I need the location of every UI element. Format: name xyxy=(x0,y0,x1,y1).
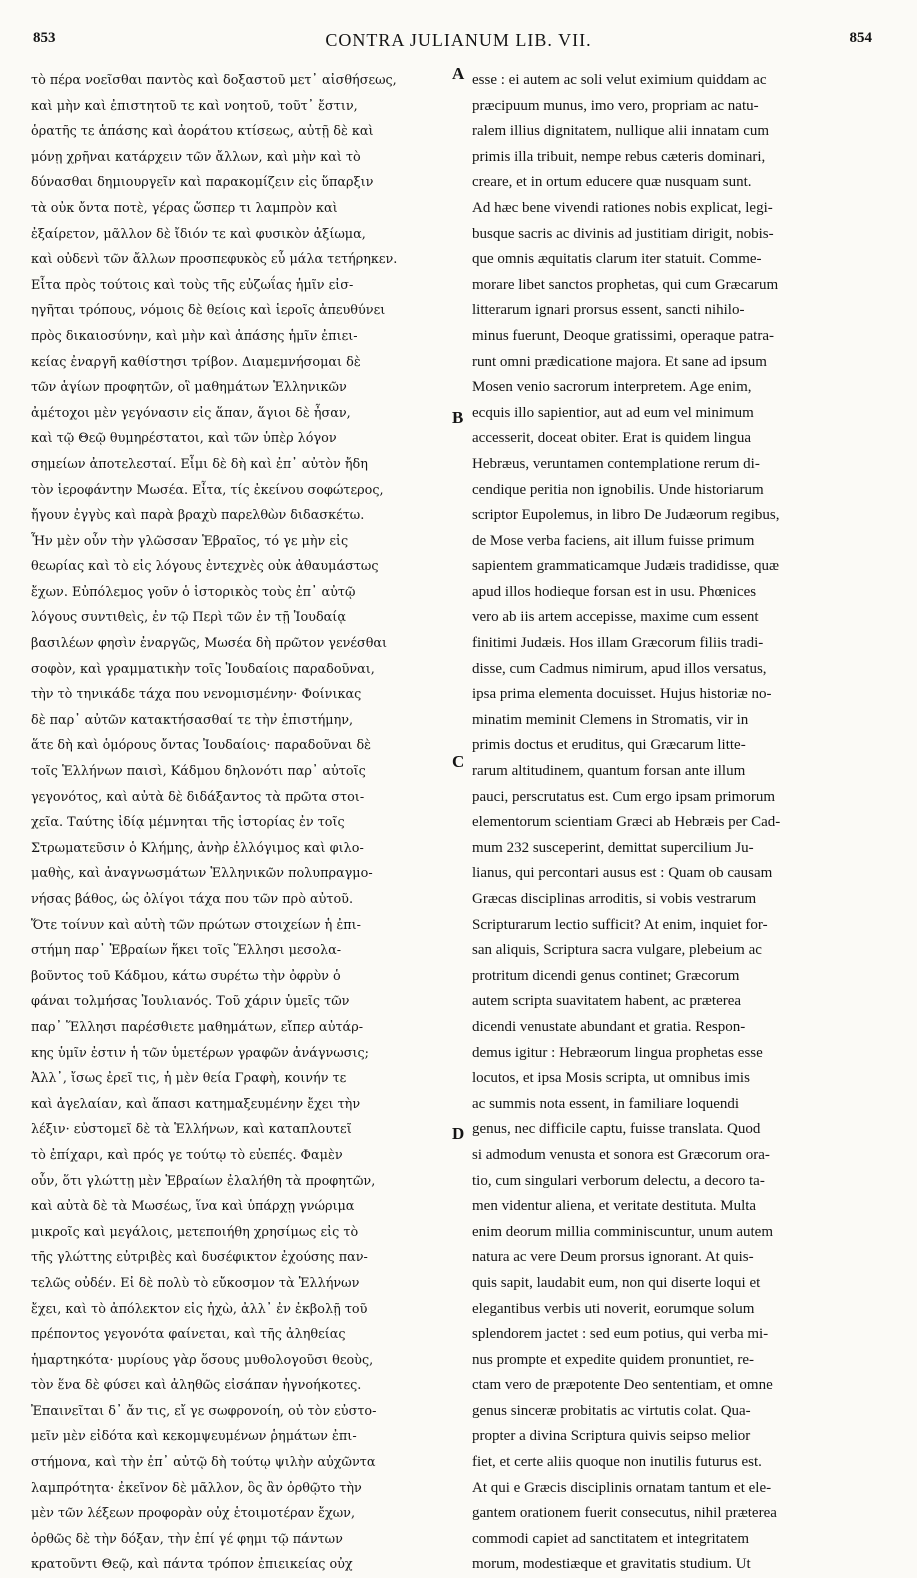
greek-text-line: στήμη παρ᾽ Ἑβραίων ἥκει τοῖς Ἕλλησι μεσολα- xyxy=(31,943,342,959)
latin-text-line: scriptor Eupolemus, in libro De Judæorum regibus, xyxy=(472,507,780,524)
latin-text-line: litterarum ignari prorsus essent, sancti nihilo- xyxy=(472,302,745,319)
latin-text-line: præcipuum munus, imo vero, propriam ac natu- xyxy=(472,97,759,114)
greek-text-line: δύνασθαι δημιουργεῖν καὶ παρακομίζειν εἰς ὕπαρξιν xyxy=(31,175,374,191)
greek-text-line: πρέποντος γεγονότα φαίνεται, καὶ τῆς ἀληθείας xyxy=(31,1327,346,1343)
latin-text-line: quis sapit, laudabit eum, non qui diserte loqui et xyxy=(472,1274,761,1291)
latin-text-line: Scripturarum lectio sufficit? At enim, inquiet for- xyxy=(472,916,768,933)
greek-text-line: παρ᾽ Ἕλλησι παρέσθιετε μαθημάτων, εἴπερ αὐτάρ- xyxy=(31,1019,364,1035)
greek-text-line: μικροῖς καὶ μεγάλοις, μετεποιήθη χρησίμως εἰς τὸ xyxy=(31,1224,359,1240)
latin-text-line: dicendi venustate abundant et gratia. Respon- xyxy=(472,1018,746,1035)
right-page-number: 854 xyxy=(849,30,872,46)
latin-text-line: genus, nec difficile captu, fuisse translata. Quod xyxy=(472,1121,761,1138)
greek-text-line: καὶ ἀγελαίαν, καὶ ἅπασι κατημαξευμένην ἔχει τὴν xyxy=(31,1096,361,1112)
latin-text-line: men videntur aliena, et veritate destituta. Multa xyxy=(472,1198,757,1215)
latin-text-line: At qui e Græcis disciplinis ornatam tantum et ele- xyxy=(472,1479,772,1496)
latin-text-line: commodi capiet ad sanctitatem et integritatem xyxy=(472,1530,749,1547)
greek-text-line: νήσας βάθος, ὡς ὀλίγοι τάχα που τῶν πρὸ αὐτοῦ. xyxy=(31,892,354,907)
section-marker-d: D xyxy=(452,1124,465,1143)
greek-text-line: γεγονότος, καὶ αὐτὰ δὲ διδάξαντος τὰ πρῶτα στοι- xyxy=(31,789,365,805)
latin-text-line: primis illa tribuit, nempe rebus cæteris dominari, xyxy=(472,148,766,165)
greek-text-line: τῆς γλώττης εὐτριβὲς καὶ δυσέφικτον ἐχούσης παν- xyxy=(31,1250,368,1266)
latin-text-line: enim deorum millia comminiscuntur, unum autem xyxy=(472,1223,774,1240)
greek-text-line: λόγους συντιθεὶς, ἐν τῷ Περὶ τῶν ἐν τῇ Ἰουδαίᾳ xyxy=(31,610,346,626)
latin-text-line: accesserit, doceat obiter. Erat is quidem lingua xyxy=(472,430,752,447)
greek-text-line: καὶ μὴν καὶ ἐπιστητοῦ τε καὶ νοητοῦ, τοῦτ᾽ ἔστιν, xyxy=(31,98,358,114)
latin-text-line: morare libet sanctos prophetas, qui cum Græcarum xyxy=(472,276,779,293)
latin-text-line: finitimi Judæis. Hos illam Græcorum filiis tradi- xyxy=(472,635,764,652)
greek-text-line: τὸν ἱεροφάντην Μωσέα. Εἶτα, τίς ἐκείνου σοφώτερος, xyxy=(31,482,384,498)
latin-text-line: pauci, perscrutatus est. Cum ergo ipsam primorum xyxy=(472,788,775,805)
latin-text-line: sapientem grammaticamque Judæis tradidisse, quæ xyxy=(472,558,780,575)
greek-text-line: ἔχων. Εὐπόλεμος γοῦν ὁ ἱστορικὸς τοὺς ἐπ᾽ αὐτῷ xyxy=(31,584,356,600)
greek-text-line: σοφὸν, καὶ γραμματικὴν τοῖς Ἰουδαίοις παραδοῦναι, xyxy=(31,661,375,677)
greek-text-line: λαμπρότητα· ἐκεῖνον δὲ μᾶλλον, ὃς ἂν ὀρθῷτο τὴν xyxy=(31,1480,362,1496)
greek-text-line: ἡμαρτηκότα· μυρίους γὰρ ὅσους μυθολογοῦσι θεοὺς, xyxy=(31,1352,374,1368)
latin-text-line: runt omni prædicatione majora. Et sane ad ipsum xyxy=(472,353,767,370)
section-marker-c: C xyxy=(452,752,465,771)
latin-text-line: morum, modestiæque et gravitatis studium. Ut xyxy=(472,1556,751,1573)
greek-text-line: μόνῃ χρῆναι κατάρχειν τῶν ἄλλων, καὶ μὴν καὶ τὸ xyxy=(31,149,361,165)
greek-text-line: Στρωματεῦσιν ὁ Κλήμης, ἀνὴρ ἐλλόγιμος καὶ φιλο- xyxy=(31,840,364,856)
greek-text-line: χεῖα. Ταύτης ἰδίᾳ μέμνηται τῆς ἱστορίας ἐν τοῖς xyxy=(31,815,345,831)
latin-text-line: locutos, et ipsa Mosis scripta, ut omnibus imis xyxy=(472,1070,750,1087)
greek-text-line: ηγῆται τρόπους, νόμοις δὲ θείοις καὶ ἱεροῖς ἀπευθύνει xyxy=(31,303,386,319)
section-marker-b: B xyxy=(452,408,464,427)
latin-text-line: splendorem jactet : sed eum potius, qui verba mi- xyxy=(472,1326,769,1343)
greek-text-line: καὶ οὐδενὶ τῶν ἄλλων προσπεφυκὸς εὖ μάλα τετήρηκεν. xyxy=(31,252,398,268)
section-marker-a: A xyxy=(452,64,465,83)
latin-text-line: mum 232 susceperint, demittat supercilium Ju- xyxy=(472,839,754,856)
latin-text-line: cendique peritia non ignobilis. Unde historiarum xyxy=(472,481,764,498)
latin-text-line: genus sinceræ probitatis ac virtutis colat. Qua- xyxy=(472,1402,751,1419)
latin-text-line: gantem orationem fuerit consecutus, nihil præterea xyxy=(472,1505,777,1522)
greek-text-line: ἤγουν ἐγγὺς καὶ παρὰ βραχὺ παρελθὼν διδασκέτω. xyxy=(31,508,365,524)
greek-text-line: καὶ τῷ Θεῷ θυμηρέστατοι, καὶ τῶν ὑπὲρ λόγον xyxy=(31,431,337,447)
greek-text-line: κείας ἐναργῆ καθίστησι τρίβον. Διαμεμνήσομαι δὲ xyxy=(31,354,361,370)
latin-text-line: que omnis æquitatis clarum iter statuit. Comme- xyxy=(472,251,762,268)
latin-text-line: Græcas disciplinas arroditis, si vobis vestrarum xyxy=(472,891,757,907)
greek-text-line: κρατοῦντι Θεῷ, καὶ πάντα τρόπον ἐπιεικείας οὐχ xyxy=(31,1557,353,1573)
latin-text-line: rarum altitudinem, quantum forsan ante illum xyxy=(472,763,746,780)
latin-text-line: apud illos hodieque forsan est in usu. Phœnices xyxy=(472,583,757,600)
latin-text-line: ralem illius dignitatem, nullique alii innatam cum xyxy=(472,123,770,140)
latin-text-line: disse, cum Cadmus nimirum, apud illos versatus, xyxy=(472,660,767,677)
greek-text-line: θεωρίας καὶ τὸ εἰς λόγους ἐντεχνὲς οὐκ ἀθαυμάστως xyxy=(31,559,379,575)
latin-text-line: tio, cum singulari verborum delectu, a decoro ta- xyxy=(472,1172,765,1189)
latin-text-line: ipsa prima elementa docuisset. Hujus historiæ no- xyxy=(472,686,772,703)
greek-text-line: ἐξαίρετον, μᾶλλον δὲ ἴδιόν τε καὶ φυσικὸν ἀξίωμα, xyxy=(31,226,366,242)
latin-text-line: de Mose verba faciens, ait illum fuisse primum xyxy=(472,532,755,549)
latin-text-line: ecquis illo sapientior, aut ad eum vel minimum xyxy=(472,404,754,421)
greek-text-line: τὸν ἕνα δὲ φύσει καὶ ἀληθῶς εἰσάπαν ἠγνοήκοτες. xyxy=(31,1378,362,1394)
latin-text-line: esse : ei autem ac soli velut eximium quiddam ac xyxy=(472,72,767,88)
greek-text-line: δὲ παρ᾽ αὐτῶν κατακτήσασθαί τε τὴν ἐπιστήμην, xyxy=(31,712,354,728)
latin-text-line: minatim meminit Clemens in Stromatis, vir in xyxy=(472,711,749,728)
latin-text-line: primis doctus et eruditus, qui Græcarum litte- xyxy=(472,737,746,754)
latin-text-line: elegantibus verbis uti noverit, eorumque solum xyxy=(472,1300,755,1317)
greek-text-line: Ἐπαινεῖται δ᾽ ἄν τις, εἴ γε σωφρονοίη, οὐ τὸν εὐστο- xyxy=(31,1403,377,1419)
latin-text-line: minus fuerunt, Deoque gratissimi, operaque patra- xyxy=(472,327,774,344)
latin-text-line: Ad hæc bene vivendi rationes nobis explicat, legi- xyxy=(472,199,773,216)
greek-text-line: κης ὑμῖν ἐστιν ἡ τῶν ὑμετέρων γραφῶν ἀνάγνωσις; xyxy=(31,1045,369,1061)
latin-text-line: Hebræus, veruntamen contemplatione rerum di- xyxy=(472,455,760,472)
greek-text-line: πρὸς δικαιοσύνην, καὶ μὴν καὶ ἁπάσης ἡμῖν ἐπιει- xyxy=(31,328,358,344)
latin-text-line: nus prompte et expedite quidem pronuntiet, re- xyxy=(472,1351,755,1368)
latin-text-line: si admodum venusta et sonora est Græcorum ora- xyxy=(472,1146,770,1163)
greek-text-line: Ἀλλ᾽, ἴσως ἐρεῖ τις, ἡ μὲν θεία Γραφὴ, κοινήν τε xyxy=(31,1071,347,1087)
greek-text-line: μαθὴς, καὶ ἀναγνωσμάτων Ἑλληνικῶν πολυπραγμο- xyxy=(31,866,373,882)
greek-text-line: λέξιν· εὐστομεῖ δὲ τὰ Ἑλλήνων, καὶ καταπλουτεῖ xyxy=(31,1122,352,1138)
latin-text-line: elementorum scientiam Græci ab Hebræis per Cad- xyxy=(472,814,781,831)
greek-text-line: στήμονα, καὶ τὴν ἐπ᾽ αὐτῷ δὴ τούτῳ ψιλὴν αὐχῶντα xyxy=(31,1455,376,1471)
greek-text-line: βασιλέων φησὶν ἐναργῶς, Μωσέα δὴ πρῶτον γενέσθαι xyxy=(31,636,388,652)
latin-text-line: demus igitur : Hebræorum lingua prophetas esse xyxy=(472,1044,763,1061)
running-header xyxy=(0,30,917,60)
greek-text-line: τῶν ἁγίων προφητῶν, οἳ μαθημάτων Ἑλληνικῶν xyxy=(31,380,347,396)
greek-text-line: Ὅτε τοίνυν καὶ αὐτὴ τῶν πρώτων στοιχείων ἡ ἐπι- xyxy=(31,917,361,933)
latin-text-line: creare, et in ortum educere quæ nusquam sunt. xyxy=(472,174,752,191)
latin-text-line: san aliquis, Scriptura sacra vulgare, plebeium ac xyxy=(472,942,762,959)
greek-text-line: ἅτε δὴ καὶ ὁμόρους ὄντας Ἰουδαίοις· παραδοῦναι δὲ xyxy=(31,738,372,754)
greek-text-line: ἔχει, καὶ τὸ ἀπόλεκτον εἰς ἠχὼ, ἀλλ᾽ ἐν ἐκβολῇ τοῦ xyxy=(31,1301,368,1317)
greek-text-line: μὲν τῶν λέξεων προφορὰν οὐχ ἑτοιμοτέραν ἔχων, xyxy=(31,1506,356,1522)
greek-text-line: τὸ πέρα νοεῖσθαι παντὸς καὶ δοξαστοῦ μετ᾽ αἰσθήσεως, xyxy=(31,73,397,88)
left-page-number: 853 xyxy=(33,30,56,46)
latin-text-line: busque sacris ac divinis ad justitiam dirigit, nobis- xyxy=(472,225,774,242)
latin-text-line: vero ab iis artem accepisse, maxime cum essent xyxy=(472,609,759,626)
greek-text-line: μεῖν μὲν εἰδότα καὶ κεκομψευμένων ῥημάτων ἐπι- xyxy=(31,1429,357,1445)
latin-text-line: Mosen venio sacrorum interpretem. Age enim, xyxy=(472,379,752,396)
greek-text-line: τοῖς Ἑλλήνων παισὶ, Κάδμου δηλονότι παρ᾽ αὐτοῖς xyxy=(31,764,366,780)
latin-text-line: autem scripta suavitatem habent, ac præterea xyxy=(472,993,742,1010)
latin-text-line: propter a divina Scriptura quivis seipso melior xyxy=(472,1428,751,1445)
greek-column xyxy=(31,68,451,1573)
greek-text-line: Εἶτα πρὸς τούτοις καὶ τοὺς τῆς εὐζωΐας ἡμῖν εἰσ- xyxy=(31,277,354,293)
greek-text-line: βοῦντος τοῦ Κάδμου, κάτω συρέτω τὴν ὀφρὺν ὁ xyxy=(31,968,341,984)
greek-text-line: τὸ ἐπίχαρι, καὶ πρός γε τούτῳ τὸ εὐεπές. Φαμὲν xyxy=(31,1147,343,1163)
greek-text-line: οὖν, ὅτι γλώττῃ μὲν Ἑβραίων ἐλαλήθη τὰ προφητῶν, xyxy=(31,1173,376,1189)
greek-text-line: τελῶς οὐδέν. Εἰ δὲ πολὺ τὸ εὔκοσμον τὰ Ἑλλήνων xyxy=(31,1275,360,1291)
latin-text-line: protritum dicendi genus continet; Græcorum xyxy=(472,967,740,984)
greek-text-line: καὶ αὐτὰ δὲ τὰ Μωσέως, ἵνα καὶ ὑπάρχῃ γνώριμα xyxy=(31,1199,355,1215)
greek-text-line: τὰ οὐκ ὄντα ποτὲ, γέρας ὥσπερ τι λαμπρὸν καὶ xyxy=(31,200,338,216)
greek-text-line: σημείων ἀποτελεσταί. Εἶμι δὲ δὴ καὶ ἐπ᾽ αὐτὸν ἤδη xyxy=(31,456,368,472)
latin-text-line: natura ac vere Deum prorsus ignorant. At quis- xyxy=(472,1249,754,1266)
greek-text-line: Ἦν μὲν οὖν τὴν γλῶσσαν Ἑβραῖος, τό γε μὴν εἰς xyxy=(31,533,349,549)
running-title: CONTRA JULIANUM LIB. VII. xyxy=(325,30,592,50)
greek-text-line: ἀμέτοχοι μὲν γεγόνασιν εἰς ἅπαν, ἅγιοι δὲ ἦσαν, xyxy=(31,405,351,421)
greek-text-line: ὀρθῶς δὲ τὴν δόξαν, τὴν ἐπί γέ φημι τῷ πάντων xyxy=(31,1531,343,1547)
latin-text-line: fiet, et certe aliis quoque non inutilis futurus est. xyxy=(472,1454,762,1471)
greek-text-line: φάναι τολμήσας Ἰουλιανός. Τοῦ χάριν ὑμεῖς τῶν xyxy=(31,994,350,1010)
latin-text-line: ac summis nota essent, in familiare loquendi xyxy=(472,1095,740,1112)
greek-text-line: τὴν τὸ τηνικάδε τάχα που νενομισμένην· Φοίνικας xyxy=(31,687,362,703)
greek-text-line: ὁρατῆς τε ἁπάσης καὶ ἀοράτου κτίσεως, αὐτῇ δὲ καὶ xyxy=(31,124,374,140)
latin-text-line: lianus, qui percontari ausus est : Quam ob causam xyxy=(472,865,773,882)
latin-column xyxy=(472,68,876,1573)
latin-text-line: ctam vero de præpotente Deo sententiam, et omne xyxy=(472,1377,773,1394)
